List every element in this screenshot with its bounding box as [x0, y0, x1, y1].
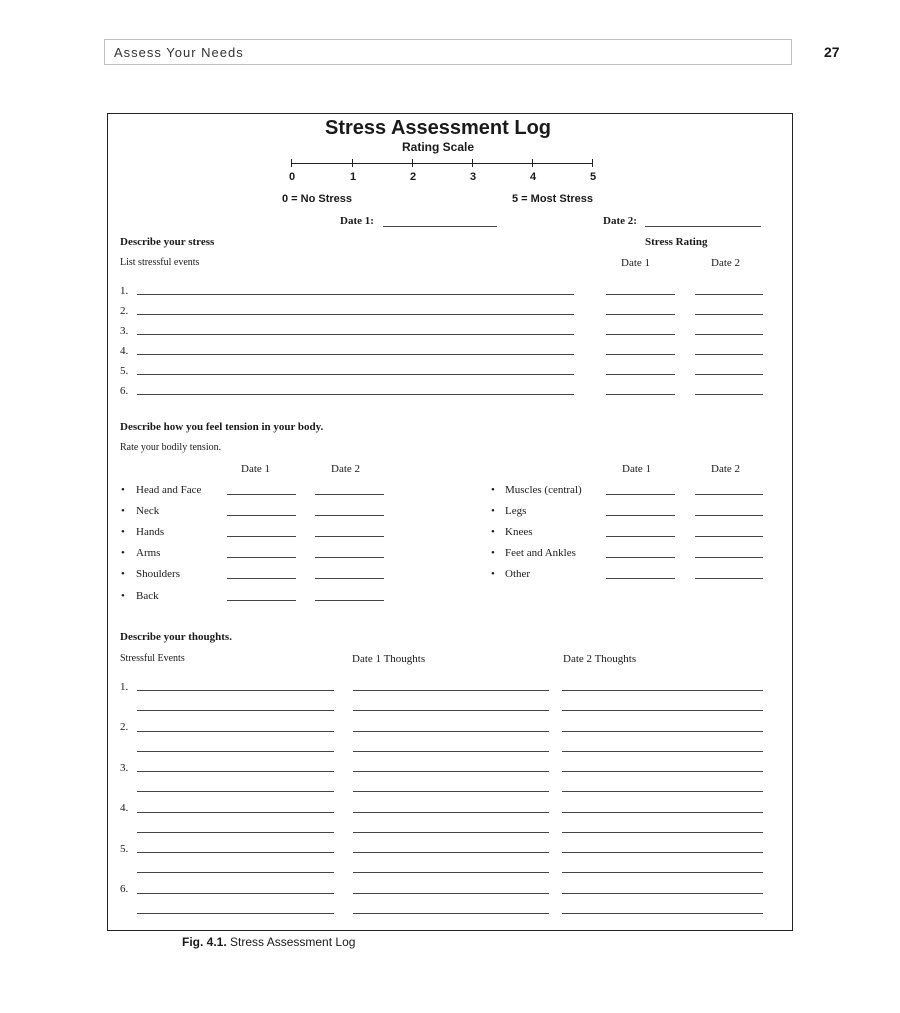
- date2-thought-field[interactable]: [562, 690, 763, 691]
- date1-field[interactable]: [383, 226, 497, 227]
- date1-thought-field[interactable]: [353, 690, 549, 691]
- bullet: •: [491, 505, 495, 517]
- scale-tick: [592, 159, 593, 167]
- scale-number: 2: [409, 171, 417, 183]
- body-part-label: Neck: [136, 505, 160, 517]
- date2-thought-field[interactable]: [562, 791, 763, 792]
- date1-thought-field[interactable]: [353, 710, 549, 711]
- bullet: •: [491, 526, 495, 538]
- date1-thought-field[interactable]: [353, 791, 549, 792]
- date2-thought-field[interactable]: [562, 872, 763, 873]
- date1-thought-field[interactable]: [353, 731, 549, 732]
- tension-date1-field[interactable]: [606, 557, 675, 558]
- body-part-label: Legs: [505, 505, 527, 517]
- section2-right-col-date1: Date 1: [622, 463, 652, 475]
- scale-max-label: 5 = Most Stress: [512, 193, 594, 205]
- body-part-label: Hands: [136, 526, 165, 538]
- section3-col-events: Stressful Events: [120, 653, 185, 664]
- section3-col-date2: Date 2 Thoughts: [563, 653, 637, 665]
- date2-thought-field[interactable]: [562, 893, 763, 894]
- tension-date1-field[interactable]: [606, 494, 675, 495]
- event-field[interactable]: [137, 832, 334, 833]
- event-field[interactable]: [137, 872, 334, 873]
- section3-col-date1: Date 1 Thoughts: [352, 653, 426, 665]
- row-number: 1.: [120, 285, 129, 297]
- rating-date1-field[interactable]: [606, 354, 675, 355]
- body-part-label: Feet and Ankles: [505, 547, 576, 559]
- tension-date2-field[interactable]: [315, 515, 384, 516]
- event-field[interactable]: [137, 751, 334, 752]
- body-part-label: Head and Face: [136, 484, 202, 496]
- tension-date1-field[interactable]: [606, 578, 675, 579]
- tension-date2-field[interactable]: [695, 515, 763, 516]
- date1-thought-field[interactable]: [353, 771, 549, 772]
- tension-date2-field[interactable]: [695, 494, 763, 495]
- date1-thought-field[interactable]: [353, 893, 549, 894]
- section1-heading: Describe your stress: [120, 236, 215, 248]
- date2-field[interactable]: [645, 226, 761, 227]
- date2-label: Date 2:: [603, 215, 637, 227]
- section2-left-col-date2: Date 2: [331, 463, 361, 475]
- stress-event-field[interactable]: [137, 394, 574, 395]
- scale-number: 1: [349, 171, 357, 183]
- stress-event-field[interactable]: [137, 294, 574, 295]
- tension-date1-field[interactable]: [606, 536, 675, 537]
- scale-tick: [352, 159, 353, 167]
- date2-thought-field[interactable]: [562, 710, 763, 711]
- section1-instruction: List stressful events: [120, 257, 200, 268]
- row-number: 6.: [120, 883, 129, 895]
- date1-thought-field[interactable]: [353, 872, 549, 873]
- tension-date2-field[interactable]: [695, 536, 763, 537]
- scale-tick: [291, 159, 292, 167]
- scale-number: 5: [589, 171, 597, 183]
- form-title: Stress Assessment Log: [325, 117, 552, 139]
- section3-heading: Describe your thoughts.: [120, 631, 232, 643]
- rating-scale-axis: [291, 163, 593, 164]
- rating-date1-field[interactable]: [606, 334, 675, 335]
- tension-date2-field[interactable]: [695, 578, 763, 579]
- stress-rating-heading: Stress Rating: [645, 236, 708, 248]
- date2-thought-field[interactable]: [562, 852, 763, 853]
- rating-date2-field[interactable]: [695, 394, 763, 395]
- bullet: •: [491, 547, 495, 559]
- body-part-label: Arms: [136, 547, 161, 559]
- rating-date2-field[interactable]: [695, 334, 763, 335]
- event-field[interactable]: [137, 771, 334, 772]
- rating-date1-field[interactable]: [606, 294, 675, 295]
- bullet: •: [121, 526, 125, 538]
- stress-event-field[interactable]: [137, 374, 574, 375]
- section1-col-date2: Date 2: [711, 257, 741, 269]
- figure-caption-text: Stress Assessment Log: [230, 935, 356, 949]
- tension-date1-field[interactable]: [227, 494, 296, 495]
- bullet: •: [121, 590, 125, 602]
- row-number: 5.: [120, 365, 129, 377]
- figure-caption: [182, 935, 355, 949]
- bullet: •: [121, 547, 125, 559]
- rating-date2-field[interactable]: [695, 354, 763, 355]
- rating-date2-field[interactable]: [695, 314, 763, 315]
- bullet: •: [121, 505, 125, 517]
- section2-heading: Describe how you feel tension in your body.: [120, 421, 324, 433]
- tension-date2-field[interactable]: [315, 494, 384, 495]
- event-field[interactable]: [137, 690, 334, 691]
- event-field[interactable]: [137, 852, 334, 853]
- body-part-label: Muscles (central): [505, 484, 582, 496]
- scale-number: 0: [288, 171, 296, 183]
- tension-date2-field[interactable]: [315, 557, 384, 558]
- date1-thought-field[interactable]: [353, 913, 549, 914]
- tension-date1-field[interactable]: [227, 515, 296, 516]
- bullet: •: [121, 568, 125, 580]
- event-field[interactable]: [137, 731, 334, 732]
- scale-tick: [532, 159, 533, 167]
- rating-scale-label: Rating Scale: [402, 140, 475, 154]
- date2-thought-field[interactable]: [562, 731, 763, 732]
- tension-date1-field[interactable]: [227, 578, 296, 579]
- date2-thought-field[interactable]: [562, 751, 763, 752]
- date1-thought-field[interactable]: [353, 751, 549, 752]
- row-number: 2.: [120, 305, 129, 317]
- tension-date1-field[interactable]: [606, 515, 675, 516]
- stress-event-field[interactable]: [137, 334, 574, 335]
- stress-event-field[interactable]: [137, 354, 574, 355]
- row-number: 6.: [120, 385, 129, 397]
- section2-instruction: Rate your bodily tension.: [120, 442, 222, 453]
- row-number: 2.: [120, 721, 129, 733]
- tension-date2-field[interactable]: [695, 557, 763, 558]
- date2-thought-field[interactable]: [562, 832, 763, 833]
- date1-thought-field[interactable]: [353, 812, 549, 813]
- rating-date1-field[interactable]: [606, 374, 675, 375]
- row-number: 3.: [120, 762, 129, 774]
- bullet: •: [121, 484, 125, 496]
- rating-date2-field[interactable]: [695, 294, 763, 295]
- rating-date1-field[interactable]: [606, 314, 675, 315]
- page-number: 27: [824, 44, 840, 60]
- bullet: •: [491, 568, 495, 580]
- body-part-label: Shoulders: [136, 568, 180, 580]
- scale-tick: [472, 159, 473, 167]
- row-number: 4.: [120, 802, 129, 814]
- date1-thought-field[interactable]: [353, 852, 549, 853]
- running-header-title: Assess Your Needs: [114, 45, 244, 60]
- rating-date2-field[interactable]: [695, 374, 763, 375]
- date2-thought-field[interactable]: [562, 913, 763, 914]
- date1-thought-field[interactable]: [353, 832, 549, 833]
- row-number: 3.: [120, 325, 129, 337]
- event-field[interactable]: [137, 791, 334, 792]
- body-part-label: Knees: [505, 526, 533, 538]
- bullet: •: [491, 484, 495, 496]
- stress-event-field[interactable]: [137, 314, 574, 315]
- row-number: 4.: [120, 345, 129, 357]
- event-field[interactable]: [137, 913, 334, 914]
- date2-thought-field[interactable]: [562, 812, 763, 813]
- row-number: 1.: [120, 681, 129, 693]
- body-part-label: Back: [136, 590, 159, 602]
- event-field[interactable]: [137, 812, 334, 813]
- section2-left-col-date1: Date 1: [241, 463, 271, 475]
- tension-date2-field[interactable]: [315, 536, 384, 537]
- figure-caption-label: Fig. 4.1.: [182, 935, 227, 949]
- row-number: 5.: [120, 843, 129, 855]
- scale-min-label: 0 = No Stress: [282, 193, 353, 205]
- scale-number: 3: [469, 171, 477, 183]
- event-field[interactable]: [137, 893, 334, 894]
- section2-right-col-date2: Date 2: [711, 463, 741, 475]
- section1-col-date1: Date 1: [621, 257, 651, 269]
- rating-date1-field[interactable]: [606, 394, 675, 395]
- scale-number: 4: [529, 171, 537, 183]
- tension-date2-field[interactable]: [315, 578, 384, 579]
- tension-date1-field[interactable]: [227, 600, 296, 601]
- tension-date1-field[interactable]: [227, 557, 296, 558]
- scale-tick: [412, 159, 413, 167]
- tension-date1-field[interactable]: [227, 536, 296, 537]
- tension-date2-field[interactable]: [315, 600, 384, 601]
- date1-label: Date 1:: [340, 215, 374, 227]
- event-field[interactable]: [137, 710, 334, 711]
- date2-thought-field[interactable]: [562, 771, 763, 772]
- body-part-label: Other: [505, 568, 531, 580]
